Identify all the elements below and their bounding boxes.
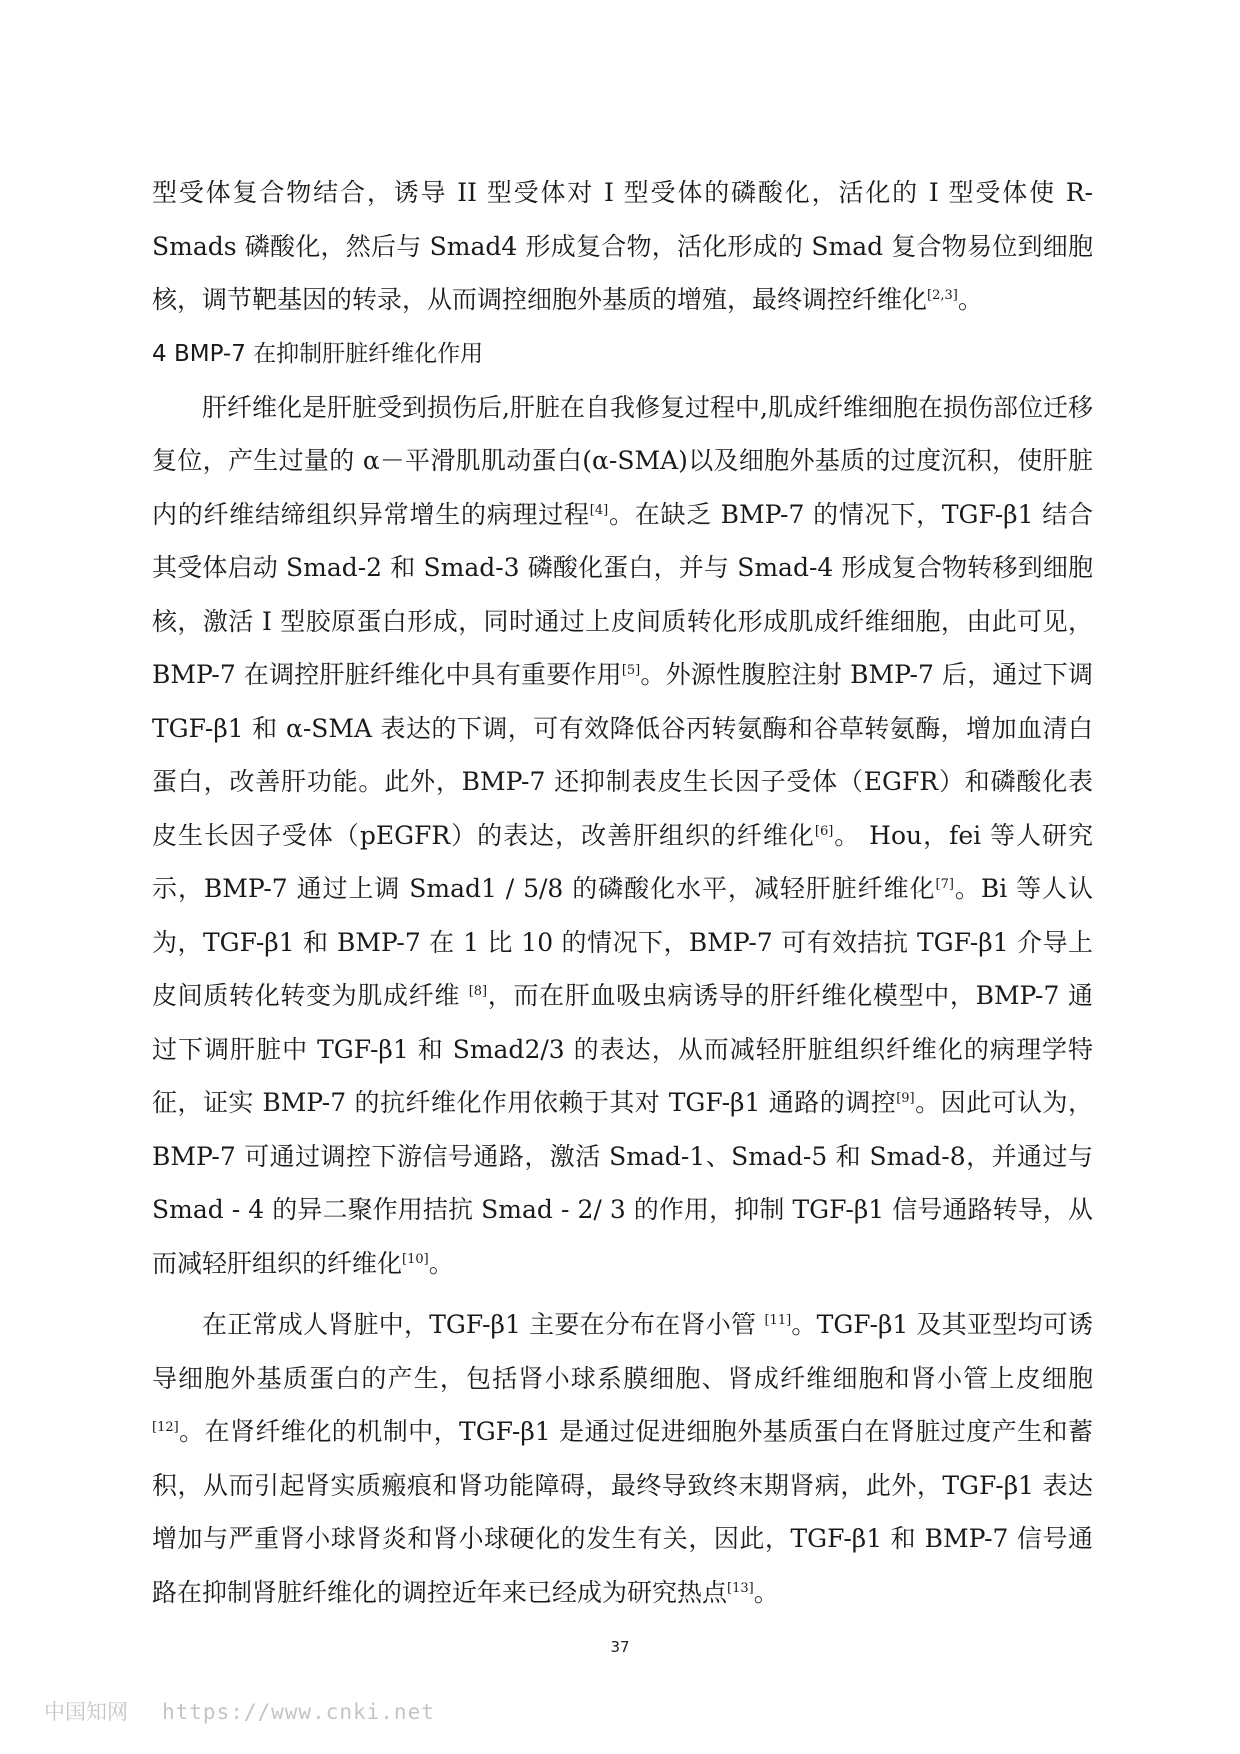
citation: [4] bbox=[589, 502, 609, 518]
paragraph-text: 。在缺乏 BMP-7 的情况下，TGF-β1 结合其受体启动 Smad-2 和 Smad-3 磷酸化蛋白，并与 Smad-4 形成复合物转移到细胞核，激活 I 型胶原蛋白形成，同时通过上皮间质转化形成肌成纤维细胞，由此可见，BMP-7 在调控肝脏纤维化中具有重要作用 bbox=[152, 499, 1093, 689]
paragraph-text: 。Bi 等人认为，TGF-β1 和 BMP-7 在 1 比 10 的情况下，BMP-7 可有效拮抗 TGF-β1 介导上皮间质转化转变为肌成纤维 bbox=[152, 874, 1093, 1010]
paragraph-text: 肝纤维化是肝脏受到损伤后,肝脏在自我修复过程中,肌成纤维细胞在损伤部位迁移复位，产生过量的 α－平滑肌肌动蛋白(α-SMA)以及细胞外基质的过度沉积，使肝脏内的纤维结缔组织异常增生的病理过程 bbox=[152, 392, 1093, 529]
citation: [7] bbox=[935, 877, 954, 892]
watermark-name: 中国知网 bbox=[44, 1700, 128, 1724]
page-number: 37 bbox=[610, 1638, 630, 1656]
citation: [13] bbox=[727, 1580, 754, 1596]
paragraph-text: 。外源性腹腔注射 BMP-7 后，通过下调 TGF-β1 和 α-SMA 表达的下调，可有效降低谷丙转氨酶和谷草转氨酶，增加血清白蛋白，改善肝功能。此外，BMP-7 还抑制表皮生长因子受体（EGFR）和磷酸化表皮生长因子受体（pEGFR）的表达，改善肝组织的纤维化 bbox=[152, 660, 1093, 850]
citation: [10] bbox=[402, 1251, 429, 1267]
paragraph-text: 型受体复合物结合，诱导 II 型受体对 I 型受体的磷酸化，活化的 I 型受体使 R-Smads 磷酸化，然后与 Smad4 形成复合物，活化形成的 Smad 复合物易位到细胞核，调节靶基因的转录，从而调控细胞外基质的增殖，最终调控纤维化 bbox=[152, 178, 1093, 314]
citation: [5] bbox=[621, 663, 641, 678]
paragraph-text: 。 bbox=[957, 285, 983, 314]
citation: [9] bbox=[896, 1091, 915, 1106]
paragraph-text: ，而在肝血吸虫病诱导的肝纤维化模型中，BMP-7 通过下调肝脏中 TGF-β1 和 Smad2/3 的表达，从而减轻肝脏组织纤维化的病理学特征，证实 BMP-7 的抗纤维化作用依赖于其对 TGF-β1 通路的调控 bbox=[152, 981, 1093, 1117]
citation: [11] bbox=[764, 1313, 792, 1328]
citation: [2,3] bbox=[927, 288, 958, 303]
paragraph-text: 。TGF-β1 及其亚型均可诱导细胞外基质蛋白的产生，包括肾小球系膜细胞、肾成纤维细胞和肾小管上皮细胞 bbox=[152, 1310, 1094, 1393]
watermark bbox=[44, 1696, 435, 1726]
section-heading: 4 BMP-7 在抑制肝脏纤维化作用 bbox=[152, 340, 484, 367]
citation: [6] bbox=[814, 823, 834, 839]
citation: [8] bbox=[468, 984, 488, 999]
paragraph-text: 在正常成人肾脏中，TGF-β1 主要在分布在肾小管 bbox=[202, 1310, 765, 1339]
paragraph-text: 。因此可认为，BMP-7 可通过调控下游信号通路，激活 Smad-1、Smad-5 和 Smad-8，并通过与 Smad - 4 的异二聚作用拮抗 Smad - 2/ 3 的作用，抑制 TGF-β1 信号通路转导，从而减轻肝组织的纤维化 bbox=[152, 1088, 1093, 1278]
paragraph-text: 。 bbox=[753, 1577, 779, 1607]
paragraph-receptor-signaling bbox=[152, 166, 1093, 327]
page-body bbox=[152, 166, 1093, 1619]
paragraph-text: 。在肾纤维化的机制中，TGF-β1 是通过促进细胞外基质蛋白在肾脏过度产生和蓄积，从而引起肾实质瘢痕和肾功能障碍，最终导致终末期肾病，此外，TGF-β1 表达增加与严重肾小球肾炎和肾小球硬化的发生有关，因此，TGF-β1 和 BMP-7 信号通路在抑制肾脏纤维化的调控近年来已经成为研究热点 bbox=[152, 1417, 1093, 1607]
paragraph-liver-fibrosis bbox=[152, 381, 1093, 1291]
watermark-url: https://www.cnki.net bbox=[162, 1700, 435, 1724]
paragraph-text: 。 bbox=[428, 1248, 454, 1278]
paragraph-kidney-fibrosis bbox=[152, 1298, 1093, 1619]
citation: [12] bbox=[152, 1420, 179, 1435]
paragraph-text: 。 Hou，fei 等人研究示，BMP-7 通过上调 Smad1 / 5/8 的磷酸化水平，减轻肝脏纤维化 bbox=[152, 820, 1093, 903]
